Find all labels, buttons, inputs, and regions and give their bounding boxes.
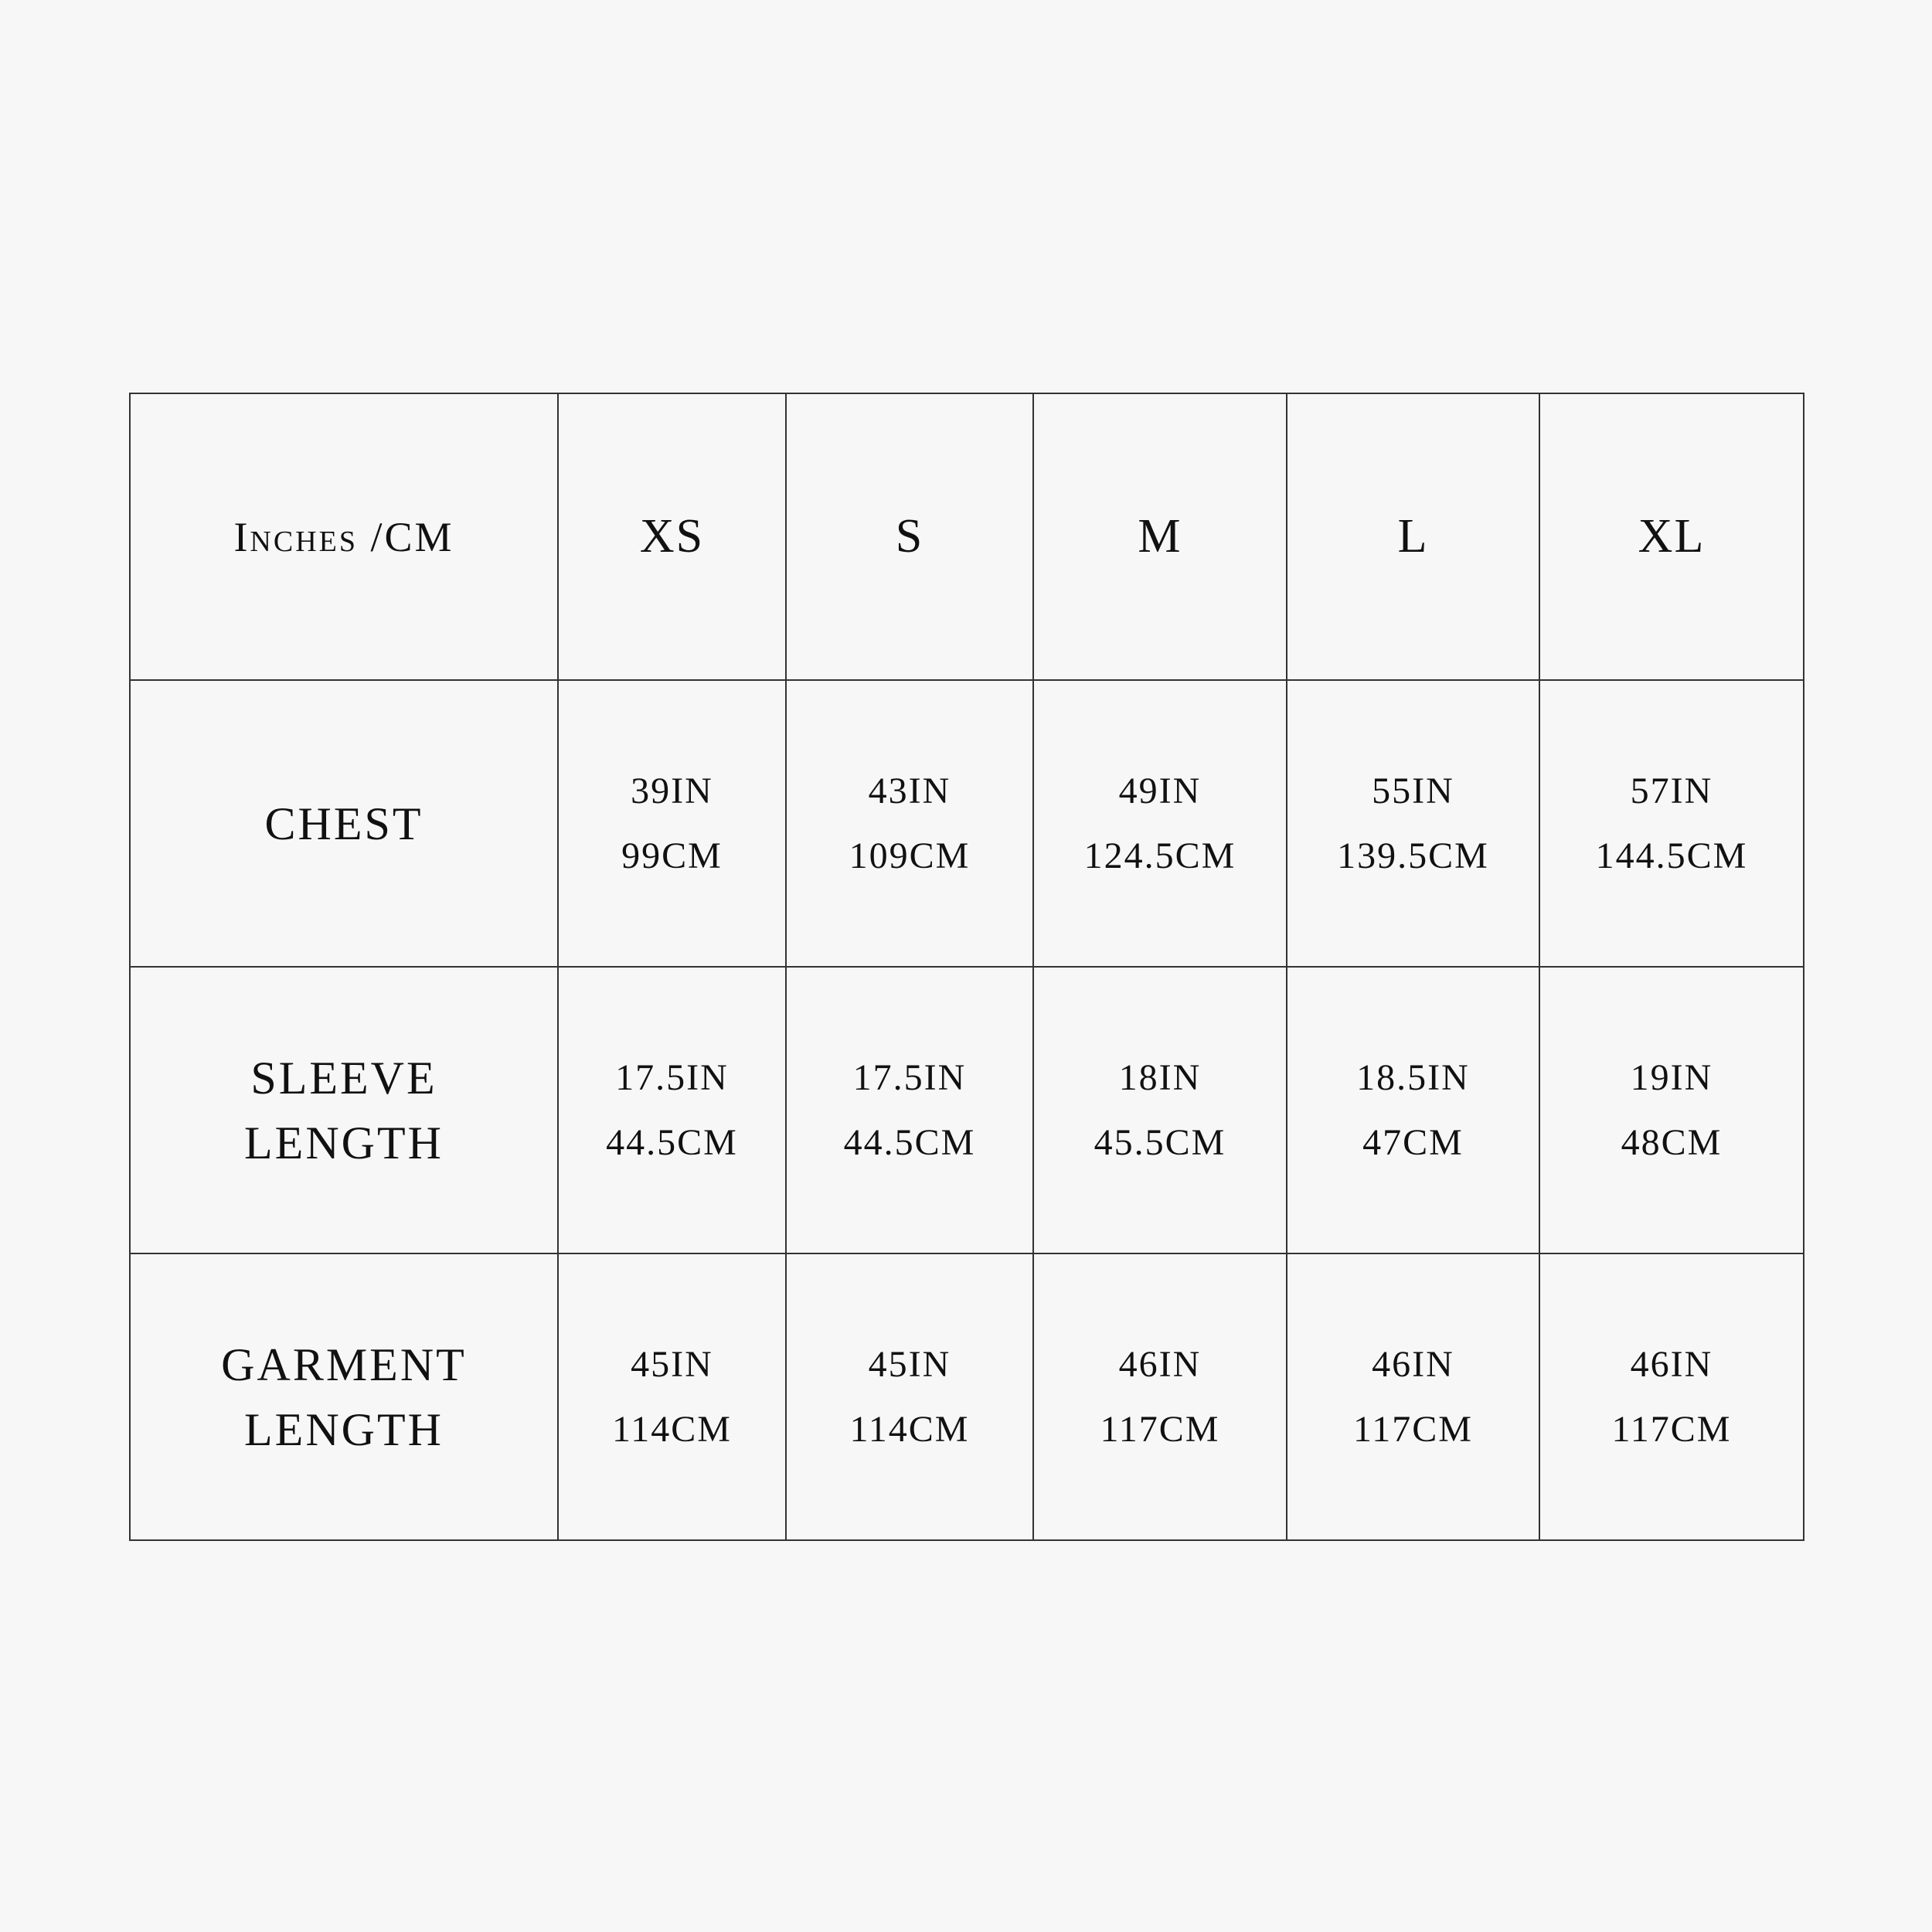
inch-value: 17.5IN (852, 1056, 967, 1098)
size-chart-table (129, 393, 1804, 1541)
value-cell (1033, 1253, 1287, 1540)
value-cell (1033, 680, 1287, 967)
cm-value: 124.5CM (1083, 835, 1236, 876)
value-cell (558, 967, 786, 1253)
inch-value: 46IN (1630, 1343, 1713, 1385)
size-header-s (786, 393, 1033, 680)
inch-value: 17.5IN (615, 1056, 729, 1098)
row-label-line: SLEEVE (250, 1052, 437, 1104)
row-label-chest: CHEST (264, 798, 423, 849)
inch-value: 55IN (1372, 770, 1454, 811)
value-cell (786, 967, 1033, 1253)
cm-value: 114CM (612, 1408, 732, 1450)
cm-value: 99CM (621, 835, 723, 876)
inch-value: 19IN (1630, 1056, 1713, 1098)
row-label-line: LENGTH (244, 1403, 444, 1455)
cm-value: 139.5CM (1337, 835, 1489, 876)
inch-value: 49IN (1118, 770, 1202, 811)
cm-value: 44.5CM (606, 1121, 738, 1163)
row-label-line: GARMENT (221, 1338, 467, 1390)
inch-value: 45IN (868, 1343, 951, 1385)
cm-value: 117CM (1611, 1408, 1732, 1450)
size-label: XS (639, 510, 705, 563)
size-header-m (1033, 393, 1287, 680)
inch-value: 45IN (631, 1343, 713, 1385)
inch-value: 46IN (1372, 1343, 1454, 1385)
size-label: L (1397, 510, 1429, 563)
value-cell (786, 1253, 1033, 1540)
inch-value: 18IN (1118, 1056, 1202, 1098)
unit-header-cell (130, 393, 558, 680)
value-cell (1287, 967, 1539, 1253)
inch-value: 57IN (1630, 770, 1713, 811)
row-label-line: LENGTH (244, 1117, 444, 1168)
inch-value: 39IN (631, 770, 713, 811)
value-cell (558, 1253, 786, 1540)
cm-value: 144.5CM (1595, 835, 1748, 876)
cm-value: 117CM (1100, 1408, 1220, 1450)
cm-value: 44.5CM (843, 1121, 976, 1163)
unit-header-label: Inches /CM (233, 513, 454, 560)
inch-value: 43IN (868, 770, 951, 811)
cm-value: 109CM (849, 835, 971, 876)
size-label: XL (1638, 510, 1706, 563)
header-row (130, 393, 1804, 680)
size-header-xs (558, 393, 786, 680)
cm-value: 117CM (1353, 1408, 1473, 1450)
value-cell (1539, 1253, 1804, 1540)
size-header-l (1287, 393, 1539, 680)
cm-value: 114CM (849, 1408, 970, 1450)
value-cell (1539, 680, 1804, 967)
value-cell (1033, 967, 1287, 1253)
size-label: M (1138, 510, 1182, 563)
size-label: S (895, 510, 924, 563)
row-label-cell (130, 1253, 558, 1540)
value-cell (1287, 680, 1539, 967)
row-label-cell (130, 680, 558, 967)
value-cell (1287, 1253, 1539, 1540)
inch-value: 18.5IN (1356, 1056, 1470, 1098)
chest-row (130, 680, 1804, 967)
row-label-cell (130, 967, 558, 1253)
size-header-xl (1539, 393, 1804, 680)
value-cell (786, 680, 1033, 967)
cm-value: 45.5CM (1094, 1121, 1226, 1163)
cm-value: 48CM (1621, 1121, 1723, 1163)
value-cell (1539, 967, 1804, 1253)
cm-value: 47CM (1362, 1121, 1464, 1163)
sleeve-length-row (130, 967, 1804, 1253)
value-cell (558, 680, 786, 967)
garment-length-row (130, 1253, 1804, 1540)
inch-value: 46IN (1118, 1343, 1202, 1385)
